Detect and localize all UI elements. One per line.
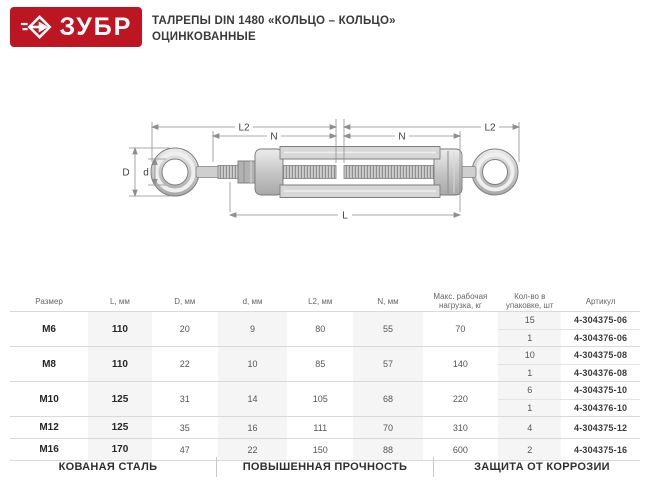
col-header: Размер [35, 296, 63, 306]
dim-label-l2-right: L2 [484, 122, 496, 134]
table-row [10, 382, 640, 417]
dim-label-l2-left: L2 [238, 122, 250, 134]
cell-l2: 111 [313, 422, 328, 433]
dim-label-L: L [342, 210, 348, 222]
cell-size: М8 [42, 358, 56, 370]
table-body [10, 312, 640, 461]
feature-high-strength: ПОВЫШЕННАЯ ПРОЧНОСТЬ [242, 461, 408, 473]
cell-length: 110 [88, 347, 152, 381]
cell-sku: 4-304375-06 [573, 315, 628, 326]
cell-outer-diameter: 35 [179, 422, 190, 433]
cell-length: 110 [88, 312, 152, 346]
cell-size: М12 [39, 422, 59, 433]
pack-group [498, 417, 640, 438]
cell-inner-diameter: 16 [218, 417, 287, 438]
title-line-2: ОЦИНКОВАННЫЕ [152, 31, 256, 43]
cell-sku: 4-304376-10 [573, 402, 628, 413]
cell-pack-qty: 4 [498, 417, 561, 438]
cell-sku: 4-304375-12 [573, 422, 628, 433]
cell-max-load: 310 [452, 422, 468, 433]
col-header: Кол-во в упаковке, шт [505, 292, 554, 310]
cell-length: 170 [88, 439, 152, 460]
cell-pack-qty: 1 [498, 400, 561, 417]
cell-sku: 4-304376-08 [573, 367, 628, 378]
pack-row [498, 312, 640, 329]
col-header: L, мм [109, 296, 130, 306]
cell-max-load: 140 [452, 359, 468, 369]
cell-outer-diameter: 20 [179, 324, 190, 334]
pack-row [498, 347, 640, 364]
table-header-row [10, 291, 640, 312]
cell-inner-diameter: 10 [218, 347, 287, 381]
cell-sku: 4-304375-10 [573, 385, 628, 396]
cell-pack-qty: 2 [498, 439, 561, 460]
cell-inner-diameter: 9 [218, 312, 287, 346]
brand-name: ЗУБР [59, 12, 133, 41]
cell-pack-qty: 1 [498, 365, 561, 382]
table-row [10, 417, 640, 439]
cell-l2: 80 [315, 324, 326, 334]
cell-sku: 4-304376-06 [573, 332, 628, 343]
cell-max-load: 600 [452, 444, 468, 455]
cell-n: 55 [353, 312, 422, 346]
cell-n: 70 [353, 417, 422, 438]
table-row [10, 312, 640, 347]
col-header-pack-row [498, 291, 640, 311]
cell-l2: 85 [315, 359, 326, 369]
turnbuckle-diagram [0, 62, 650, 232]
cell-n: 88 [353, 439, 422, 460]
zubr-logo [10, 7, 142, 47]
cell-inner-diameter: 22 [218, 439, 287, 460]
cell-n: 57 [353, 347, 422, 381]
cell-pack-qty: 6 [498, 382, 561, 399]
feature-forged-steel: КОВАНАЯ СТАЛЬ [58, 461, 158, 473]
cell-pack-qty: 10 [498, 347, 561, 364]
cell-size: М10 [39, 393, 59, 405]
cell-sku: 4-304375-16 [573, 444, 628, 455]
cell-inner-diameter: 14 [218, 382, 287, 416]
left-eye-ring [151, 148, 199, 196]
cell-outer-diameter: 31 [179, 394, 190, 404]
dim-label-D: D [122, 167, 130, 179]
right-eye-ring [472, 149, 518, 195]
col-header: Артикул [585, 296, 616, 306]
cell-sku: 4-304375-08 [573, 350, 628, 361]
pack-row [498, 417, 640, 438]
dim-label-d: d [143, 167, 149, 179]
pack-group [498, 312, 640, 346]
pack-row [498, 364, 640, 382]
cell-length: 125 [88, 382, 152, 416]
pack-group [498, 382, 640, 416]
cell-length: 125 [88, 417, 152, 438]
cell-pack-qty: 15 [498, 312, 561, 329]
col-header: L2, мм [308, 296, 333, 306]
cell-l2: 105 [312, 394, 328, 404]
spec-table [10, 291, 640, 461]
pack-row [498, 382, 640, 399]
col-header: N, мм [377, 296, 399, 306]
title-line-1: ТАЛРЕПЫ DIN 1480 «КОЛЬЦО – КОЛЬЦО» [152, 15, 396, 27]
page-title [152, 13, 396, 45]
cell-max-load: 220 [452, 394, 468, 404]
cell-size: М6 [42, 323, 56, 335]
pack-group [498, 347, 640, 381]
lock-nut [238, 161, 257, 183]
cell-max-load: 70 [455, 324, 466, 334]
dim-label-n-right: N [398, 131, 406, 143]
right-threaded-rod [344, 166, 442, 179]
zubr-arrow-icon [20, 13, 54, 41]
cell-size: М16 [39, 444, 59, 455]
cell-pack-qty: 1 [498, 330, 561, 347]
cell-outer-diameter: 22 [179, 359, 190, 369]
col-header: D, мм [174, 296, 196, 306]
feature-corrosion-protection: ЗАЩИТА ОТ КОРРОЗИИ [474, 461, 610, 473]
cell-n: 68 [353, 382, 422, 416]
pack-row [498, 329, 640, 347]
dim-label-n-left: N [270, 131, 278, 143]
cell-l2: 150 [312, 444, 328, 455]
feature-bar [0, 452, 650, 482]
col-header-group [498, 291, 640, 311]
cell-outer-diameter: 47 [179, 444, 190, 455]
table-row [10, 347, 640, 382]
pack-row [498, 399, 640, 417]
col-header: Макс. рабочая нагрузка, кг [433, 292, 488, 310]
col-header: d, мм [242, 296, 263, 306]
